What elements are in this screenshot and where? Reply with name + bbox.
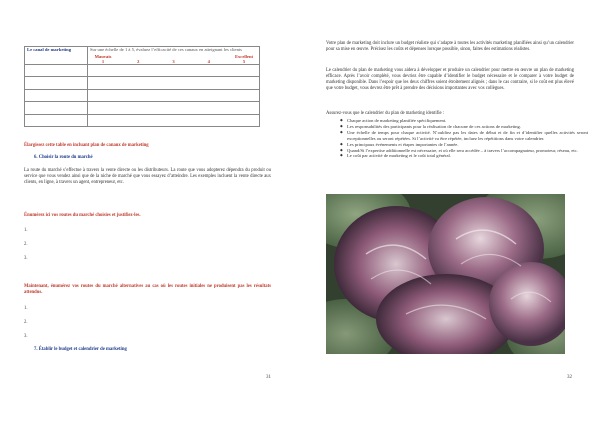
- header-channel: Le canal de marketing: [25, 47, 88, 65]
- instruction-list-routes: Énumérez ici vos routes du marché choisies et justifiez-les.: [24, 213, 141, 218]
- list-item: ◆ Les principaux événements et étapes importantes de l’année.: [340, 142, 588, 148]
- table-row: [25, 89, 260, 102]
- list-item: 3.: [24, 334, 28, 339]
- table-header-row: [25, 47, 260, 65]
- budget-paragraph: Votre plan de marketing doit inclure un budget réaliste qui s’adapte à toutes les activités marketing planifiées ainsi qu’un calendrier pour sa mise en œuvre. Précisez les coûts et dépenses lorsque possible, sinon, faites des estimations réalistes.: [326, 41, 574, 52]
- section-heading-7: 7. Établir le budget et calendrier de marketing: [34, 347, 127, 352]
- page-number-left: 31: [266, 375, 271, 380]
- rating-scale: [90, 53, 257, 64]
- instruction-alternative-routes: Maintenant, énumérez vos routes du marché alternatives au cas où les routes initiales ne produisent pas les résultats attendus.: [24, 284, 271, 295]
- header-scale: [88, 47, 260, 65]
- scale-number: 2: [137, 58, 140, 64]
- list-item: 2.: [24, 242, 28, 247]
- scale-number: 1: [101, 58, 105, 64]
- list-item: ◆ Les responsabilités des participants pour la réalisation de chacune de ces actions de marketing.: [340, 124, 588, 130]
- marketing-channels-table: [24, 46, 260, 127]
- list-item: ◆ Chaque action de marketing planifiée spécifiquement.: [340, 118, 588, 124]
- table-row: [25, 64, 260, 77]
- cabbage-photo-image: [326, 194, 565, 354]
- scale-2: [125, 59, 151, 64]
- calendar-checklist: [340, 118, 588, 159]
- scale-label: Mauvais: [94, 53, 112, 59]
- table-row: [25, 114, 260, 127]
- scale-label: Excellent: [234, 53, 254, 59]
- scale-5: [231, 54, 257, 64]
- cabbage-photo: [326, 194, 565, 354]
- list-item: 2.: [24, 320, 28, 325]
- scale-3: [161, 59, 187, 64]
- scale-number: 5: [242, 58, 246, 64]
- section-heading-6: 6. Choisir la route du marché: [34, 155, 93, 160]
- list-item: 3.: [24, 256, 28, 261]
- header-scale-text: Sur une échelle de 1 à 5, évaluez l’efficacité de ces canaux en atteignant les clients: [90, 47, 242, 52]
- scale-1: [90, 54, 116, 64]
- scale-number: 3: [172, 58, 175, 64]
- list-item: ◆ Quand/Si l’expertise additionnelle est nécessaire, et où elle sera accédée – à travers l’accompagnateur, promoteur, réseau, etc.: [340, 148, 588, 154]
- table-row: [25, 102, 260, 115]
- calendar-intro: Assurez-vous que le calendrier du plan de marketing identifie :: [326, 111, 445, 116]
- list-item: ◆ Une échelle de temps pour chaque activité. N’oubliez pas les dates de début et de fin et d’identifier quelles activités seront exceptionnelles ou seront répétées. Si l’activité va être répétée, incluez les répétitions dans votre calendrier.: [340, 130, 588, 142]
- list-item: 1.: [24, 228, 28, 233]
- scale-number: 4: [207, 58, 210, 64]
- scale-4: [196, 59, 222, 64]
- calendar-paragraph: Le calendrier du plan de marketing vous aidera à développer et produire un calendrier pour mettre en œuvre un plan de marketing efficace. Après l’avoir complété, vous devriez être capable d’identifier le budget nécessaire et le comparer à votre budget de marketing disponible. Dans l’espoir que les deux chiffres soient étroitement alignés ; dans le cas contraire, si le coût est plus élevé que votre budget, vous devrez être prêt à prendre des décisions importantes avec vos collègues.: [326, 68, 574, 91]
- instruction-expand-table: Élargissez cette table en incluant plan de canaux de marketing: [24, 143, 149, 148]
- list-item: 1.: [24, 306, 28, 311]
- list-item: ◆ Le coût par activité de marketing et le coût total général.: [340, 153, 588, 159]
- page-number-right: 32: [567, 375, 572, 380]
- route-paragraph: La route du marché s’effectue à travers la vente directe ou les distributeurs. La route que vous adopterez dépendra du produit ou service que vous vendez ainsi que de la niche de marché que vous essayez d’atteindre. Les exemples incluent la vente directe aux clients, en ligne, à travers un agent, entrepreneur, etc.: [24, 168, 271, 185]
- table-row: [25, 77, 260, 90]
